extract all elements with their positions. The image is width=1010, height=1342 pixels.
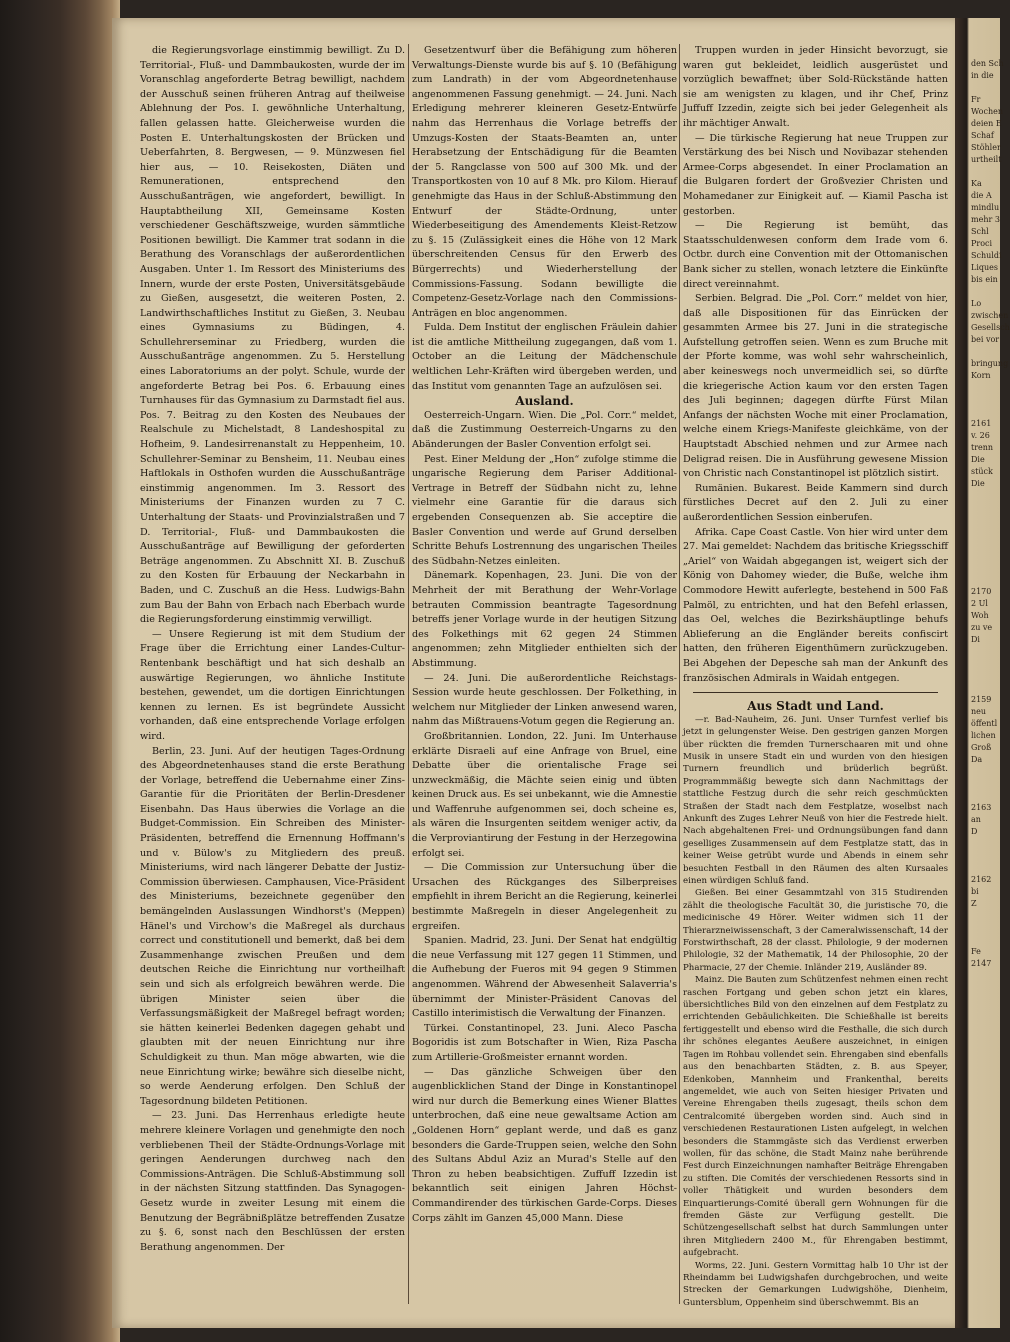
section-heading-local: Aus Stadt und Land.	[747, 699, 884, 714]
section-heading-ausland: Ausland.	[515, 394, 574, 409]
article-paragraph: Dänemark. Kopenhagen, 23. Juni. Die von der Mehrheit der mit Berathung der Wehr-Vorlage betrauten Commission beantragte Tagesordnung betreffs jener Vorlage wurde in der heutigen Sitzung des Folkethings mit 62 gegen 24 Stimmen angenommen; zehn Mitglieder enthielten sich der Abstimmung.	[412, 570, 677, 669]
article-paragraph: — 24. Juni. Die außerordentliche Reichstags-Session wurde heute geschlossen. Der Folkething, in welchem nur Mitglieder der Linken anwesend waren, nahm das Mißtrauens-Votum gegen die Regierung an.	[412, 672, 677, 728]
article-paragraph: — 23. Juni. Das Herrenhaus erledigte heute mehrere kleinere Vorlagen und genehmigte den noch verbliebenen Theil der Städte-Ordnungs-Vorlage mit geringen Aenderungen durchweg nach den Commissions-Anträgen. Die Schluß-Abstimmung soll in der nächsten Sitzung stattfinden. Das Synagogen-Gesetz wurde in zweiter Lesung mit einem die Benutzung der Begräbnißplätze betreffenden Zusatze zu §. 6, sonst nach den Beschlüssen der ersten Berathung angenommen. Der	[140, 1110, 405, 1253]
article-paragraph: —r. Bad-Nauheim, 26. Juni. Unser Turnfest verlief bis jetzt in gelungenster Weise. Den gestrigen ganzen Morgen über rückten die fremden Turnerschaaren mit und ohne Musik in unsere Stadt ein und wurden von den hiesigen Turnern freundlich und brüderlich begrüßt. Programmmäßig bewegte sich dann Nachmittags der stattliche Festzug durch die sehr reich geschmückten Straßen der Stadt nach dem Festplatze, woselbst nach Ankunft des Zuges Lehrer Neuß von hier die Festrede hielt. Nach abgehaltenen Frei- und Ordnungsübungen fand dann geselliges Zusammensein auf dem Festplatze statt, das in keiner Weise getrübt wurde und Abends in einem sehr besuchten Festball in den Räumen des alten Kursaales einen würdigen Schluß fand.	[683, 714, 948, 886]
article-paragraph: Gießen. Bei einer Gesammtzahl von 315 Studirenden zählt die theologische Facultät 30, die juristische 70, die medicinische 49 Hörer. Weiter widmen sich 11 der Thierarzneiwissenschaft, 3 der Cameralwissenschaft, 14 der Forstwirthschaft, 28 der classt. Philologie, 9 der modernen Philologie, 32 der Mathematik, 14 der Philosophie, 20 der Pharmacie, 27 der Chemie. Inländer 219, Ausländer 89.	[683, 888, 948, 973]
article-paragraph: Rumänien. Bukarest. Beide Kammern sind durch fürstliches Decret auf den 2. Juli zu einer außerordentlichen Session einberufen.	[683, 482, 948, 523]
article-paragraph: Worms, 22. Juni. Gestern Vormittag halb 10 Uhr ist der Rheindamm bei Ludwigshafen durchgebrochen, und weite Strecken der Gemarkungen Ludwigshöhe, Dienheim, Guntersblum, Oppenheim sind überschwemmt. Bis an	[683, 1260, 948, 1308]
article-paragraph: Gesetzentwurf über die Befähigung zum höheren Verwaltungs-Dienste wurde bis auf §. 10 (Befähigung zum Landrath) in der vom Abgeordnetenhause angenommenen Fassung genehmigt. — 24. Juni. Nach Erledigung mehrerer kleineren Gesetz-Entwürfe nahm das Herrenhaus die Vorlage betreffs der Umzugs-Kosten der Staats-Beamten an, unter Herabsetzung der Entschädigung für die Beamten der 5. Rangclasse von 500 auf 300 Mk. und der Transportkosten von 10 auf 8 Mk. pro Kilom. Hierauf genehmigte das Haus in der Schluß-Abstimmung den Entwurf der Städte-Ordnung, unter Wiederbeseitigung des Amendements Kleist-Retzow zu §. 15 (Zulässigkeit eines die Höhe von 12 Mark überschreitenden Census für den Erwerb des Bürgerrechts) und Wiederherstellung der Commissions-Fassung. Sodann bewilligte die Competenz-Gesetz-Vorlage nach den Commissions-Anträgen en bloc angenommen.	[412, 45, 677, 319]
book-spine	[0, 0, 120, 1342]
article-paragraph: Afrika. Cape Coast Castle. Von hier wird unter dem 27. Mai gemeldet: Nachdem das britische Kriegsschiff „Ariel“ von Waidah abgegangen ist, weigert sich der König von Dahomey wieder, die Buße, welche ihm Commodore Hewitt auferlegte, bestehend in 500 Faß Palmöl, zu entrichten, und hat den Befehl erlassen, das Oel, welches die Bezirkshäuptlinge behufs Ablieferung an die Engländer bereits confiscirt hatten, den früheren Eigenthümern zurückzugeben. Bei Abgehen der Depesche sah man der Ankunft des französischen Admirals in Waidah entgegen.	[683, 526, 948, 684]
article-paragraph: Serbien. Belgrad. Die „Pol. Corr.“ meldet von hier, daß alle Dispositionen für das Einrücken der gesammten Armee bis 27. Juni in die strategische Aufstellung getroffen seien. Wenn es zum Bruche mit der Pforte komme, was wohl sehr wahrscheinlich, aber keineswegs noch unvermeidlich sei, so dürfte die kriegerische Action kaum vor den ersten Tagen des Juli beginnen; dagegen dürfte Fürst Milan Anfangs der nächsten Woche mit einer Proclamation, welche einem Kriegs-Manifeste gleichkäme, von der Hauptstadt Abschied nehmen und zur Armee nach Deligrad reisen. Die in Ausführung gewesene Mission von Christic nach Constantinopel ist plötzlich sistirt.	[683, 293, 948, 480]
article-paragraph: — Die Commission zur Untersuchung über die Ursachen des Rückganges des Silberpreises empfiehlt in ihrem Bericht an die Regierung, keinerlei bestimmte Maßregeln in dieser Angelegenheit zu ergreifen.	[412, 862, 677, 932]
article-paragraph: Oesterreich-Ungarn. Wien. Die „Pol. Corr.“ meldet, daß die Zustimmung Oesterreich-Ungarns zu den Abänderungen der Basler Convention erfolgt sei.	[412, 409, 677, 451]
article-paragraph: — Unsere Regierung ist mit dem Studium der Frage über die Errichtung einer Landes-Cultur-Rentenbank beschäftigt und hat sich deshalb an auswärtige Regierungen, wo ähnliche Institute bestehen, gewendet, um die dortigen Einrichtungen kennen zu lernen. Es ist begründete Aussicht vorhanden, daß eine entsprechende Vorlage erfolgen wird.	[140, 628, 405, 742]
article-paragraph: Berlin, 23. Juni. Auf der heutigen Tages-Ordnung des Abgeordnetenhauses stand die erste Berathung der Vorlage, betreffend die Uebernahme einer Zins-Garantie für die Prioritäten der Berlin-Dresdener Eisenbahn. Das Haus überwies die Vorlage an die Budget-Commission. Ein Schreiben des Minister-Präsidenten, betreffend die Ernennung Hoffmann's und v. Bülow's zu Mitgliedern des preuß. Ministeriums, wird nach längerer Debatte der Justiz-Commission überwiesen. Camphausen, Vice-Präsident des Ministeriums, bezeichnete gegenüber den bemängelnden Auslassungen Windhorst's (Meppen) Hänel's und Virchow's die Maßregel als durchaus correct und constitutionell und bemerkt, daß bei dem Zusammenhange zwischen Preußen und dem deutschen Reiche die Einrichtung nur vortheilhaft sein und sich als erfolgreich bewähren werde. Die übrigen Minister seien über die Verfassungsmäßigkeit der Maßregel befragt worden; sie hätten keinerlei Bedenken dagegen gehabt und glaubten mit der neuen Einrichtung nur ihre Schuldigkeit zu thun. Man möge abwarten, wie die neue Einrichtung wirke; bewähre sich dieselbe nicht, so werde Aenderung erfolgen. Den Schluß der Tagesordnung bildeten Petitionen.	[140, 745, 405, 1107]
article-paragraph: Großbritannien. London, 22. Juni. Im Unterhause erklärte Disraeli auf eine Anfrage von Bruel, eine Debatte über die orientalische Frage sei unzweckmäßig, die Mächte seien einig und übten keinen Druck aus. Es sei unbekannt, wie die Amnestie und Waffenruhe aufgenommen sei, doch scheine es, als wären die Insurgenten seitdem weniger activ, da die Verproviantirung der Festung in der Herzegowina erfolgt sei.	[412, 730, 677, 859]
article-paragraph: — Die türkische Regierung hat neue Truppen zur Verstärkung des bei Nisch und Novibazar stehenden Armee-Corps abgesendet. In einer Proclamation an die Bulgaren fordert der Großvezier Christen und Mohamedaner zur Einigkeit auf. — Kiamil Pascha ist gestorben.	[683, 132, 948, 217]
article-paragraph: Türkei. Constantinopel, 23. Juni. Aleco Pascha Bogoridis ist zum Botschafter in Wien, Riza Pascha zum Artillerie-Großmeister ernannt worden.	[412, 1022, 677, 1063]
article-paragraph: Pest. Einer Meldung der „Hon“ zufolge stimme die ungarische Regierung dem Pariser Additional-Vertrage in Betreff der Südbahn nicht zu, lehne vielmehr eine Garantie für die daraus sich ergebenden Consequenzen ab. Sie acceptire die Basler Convention und werde auf Grund derselben Schritte Behufs Lostrennung des ungarischen Theiles des Südbahn-Netzes einleiten.	[412, 453, 677, 567]
article-paragraph: die Regierungsvorlage einstimmig bewilligt. Zu D. Territorial-, Fluß- und Dammbaukosten, wurde der im Voranschlag angeforderte Betrag bewilligt, nachdem der Ausschuß seinen früheren Antrag auf theilweise Ablehnung der Pos. I. gewöhnliche Unterhaltung, fallen gelassen hatte. Gleicherweise wurden die Posten E. Unterhaltungskosten der Brücken und Ueberfahrten, 8. Bergwesen, — 9. Münzwesen fiel hier aus, — 10. Reisekosten, Diäten und Remunerationen, entsprechend den Ausschußanträgen, wie angefordert, bewilligt. In Hauptabtheilung XII, Gemeinsame Kosten verschiedener Geschäftszweige, wurden sämmtliche Positionen bewilligt. Die Kammer trat sodann in die Berathung des Voranschlags der außerordentlichen Ausgaben. Unter 1. Im Ressort des Ministeriums des Innern, wurde der erste Posten, Universitätsgebäude zu Gießen, ausgesetzt, die weiteren Posten, 2. Landwirthschaftliches Institut zu Gießen, 3. Neubau eines Gymnasiums zu Büdingen, 4. Schullehrerseminar zu Friedberg, wurden die Ausschußanträge angenommen. Zu 5. Herstellung eines Laboratoriums an der polyt. Schule, wurde der angeforderte Betrag bei Pos. 6. Erbauung eines Turnhauses für das Gymnasium zu Darmstadt fiel aus. Pos. 7. Beitrag zu den Kosten des Neubaues der Realschule zu Michelstadt, 8 Landeshospital zu Hofheim, 9. Landesirrenanstalt zu Heppenheim, 10. Schullehrer-Seminar zu Bensheim, 11. Neubau eines Haftlokals in Osthofen wurden die Ausschußanträge einstimmig angenommen. Im 3. Ressort des Ministeriums der Finanzen wurden zu 7 C. Unterhaltung der Staats- und Provinzialstraßen und 7 D. Territorial-, Fluß- und Dammbaukosten die Ausschußanträge auf Bewilligung der geforderten Beträge angenommen. Zu Abschnitt XI. B. Zuschuß zu den Kosten für Erbauung der Neckarbahn in Baden, und C. Zuschuß an die Hess. Ludwigs-Bahn zum Bau der Bahn von Erbach nach Eberbach wurde die Regierungsforderung einstimmig verwilligt.	[140, 45, 405, 626]
local-news-block	[683, 714, 948, 1310]
adjacent-page-edge	[955, 18, 1010, 1328]
column-2	[412, 44, 677, 1294]
column-rule-2	[679, 44, 680, 1304]
article-paragraph: Mainz. Die Bauten zum Schützenfest nehmen einen recht raschen Fortgang und geben schon jetzt ein klares, übersichtliches Bild von den einzelnen auf dem Festplatz zu errichtenden Gebäulichkeiten. Die Schießhalle ist bereits fertiggestellt und ebenso wird die Festhalle, die sich durch ihr schönes elegantes Aeußere auszeichnet, in einigen Tagen im Rohbau vollendet sein. Ehrengaben sind ebenfalls aus den benachbarten Städten, z. B. aus Speyer, Edenkoben, Mannheim und Frankenthal, bereits angemeldet, wie auch von Seiten hiesiger Privaten und Vereine Ehrengaben theils zugesagt, theils schon dem Centralcomité übergeben worden sind. Auch sind in verschiedenen Restaurationen Listen aufgelegt, in welchen besonders die Stammgäste sich das Verdienst erwerben wollen, für das schöne, die Stadt Mainz nahe berührende Fest durch Einzeichnungen namhafter Beiträge Ehrengaben zu stiften. Die Comités der verschiedenen Ressorts sind in voller Thätigkeit und wurden besonders dem Einquartierungs-Comité überall gern Wohnungen für die fremden Gäste zur Verfügung gestellt. Die Schützengesellschaft selbst hat durch Sammlungen unter ihren Mitgliedern 2400 M., für Ehrengaben bestimmt, aufgebracht.	[683, 975, 948, 1259]
column-rule-1	[408, 44, 409, 1304]
article-paragraph: Truppen wurden in jeder Hinsicht bevorzugt, sie waren gut bekleidet, leidlich ausgerüstet und vorzüglich bewaffnet; über Sold-Rückstände hatten sie am wenigsten zu klagen, und ihr Chef, Prinz Juffuff Izzedin, zeigte sich bei jeder Gelegenheit als ihr mächtiger Anwalt.	[683, 45, 948, 129]
section-divider	[693, 692, 938, 693]
column-1	[140, 44, 405, 1294]
article-paragraph: Fulda. Dem Institut der englischen Fräulein dahier ist die amtliche Mittheilung zugegangen, daß vom 1. October an die Leitung der Mädchenschule weltlichen Lehr-Kräften wird übergeben werden, und das Institut vom genannten Tage an aufzulösen sei.	[412, 322, 677, 392]
article-paragraph: — Die Regierung ist bemüht, das Staatsschuldenwesen conform dem Irade vom 6. Octbr. durch eine Convention mit der Ottomanischen Bank sicher zu stellen, wonach letztere die Einkünfte direct vereinnahmt.	[683, 220, 948, 290]
column-3	[683, 44, 948, 1308]
article-paragraph: Spanien. Madrid, 23. Juni. Der Senat hat endgültig die neue Verfassung mit 127 gegen 11 Stimmen, und die Aufhebung der Fueros mit 94 gegen 9 Stimmen angenommen. Während der Abwesenheit Salaverria's übernimmt der Minister-Präsident Canovas del Castillo interimistisch die Verwaltung der Finanzen.	[412, 935, 677, 1020]
adjacent-page-text: den Sch in die Fr Wochen deien E Schaf Stöhler urtheilt Ka die A mindlu mehr 3 Schl Proci Schuldi Liques bis ein Lo zwischen Gesellsch bei vor bringung Korn 2161 v. 26 trenn Die stück Die 2170 2 Ul Woh zu ve Di 2159 neu öffentl lichen Groß Da 2163 an D 2162 bi Z Fe 2147	[971, 59, 1010, 968]
article-paragraph: — Das gänzliche Schweigen über den augenblicklichen Stand der Dinge in Konstantinopel wird nur durch die Bemerkung eines Wiener Blattes unterbrochen, daß eine neue gewaltsame Action am „Goldenen Horn“ geplant werde, und daß es ganz besonders die Garde-Truppen seien, welche den Sohn des Sultans Abdul Aziz an Murad's Stelle auf den Thron zu heben beabsichtigen. Zuffuff Izzedin ist bekanntlich seit einigen Jahren Höchst-Commandirender des türkischen Garde-Corps. Dieses Corps zählt im Ganzen 45,000 Mann. Diese	[412, 1066, 677, 1224]
